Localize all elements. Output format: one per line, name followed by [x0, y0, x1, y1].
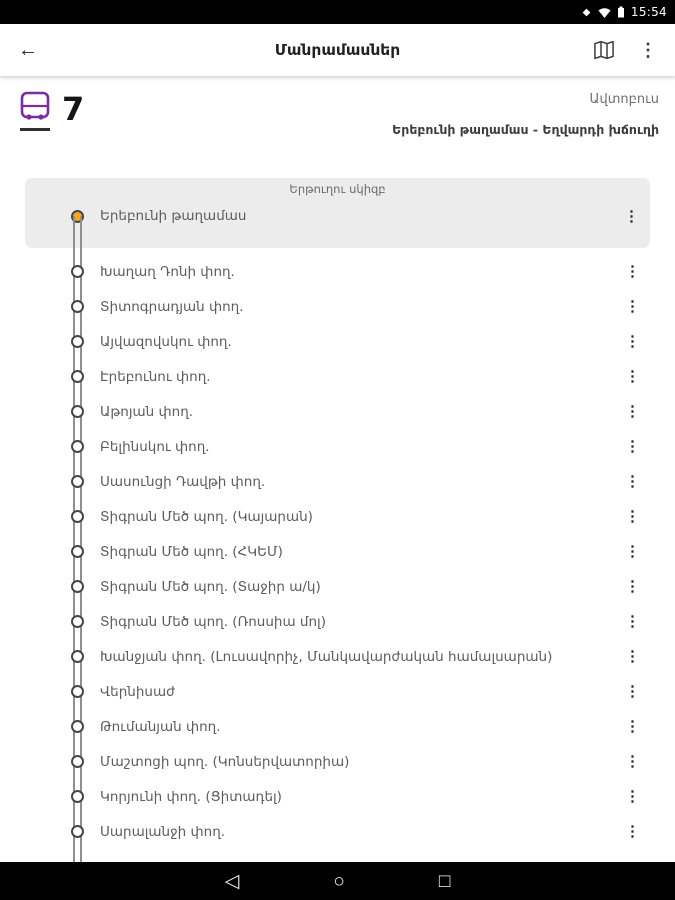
stop-label: Բելինսկու փող. — [100, 438, 210, 455]
app-bar — [0, 24, 675, 76]
stop-label: Տիտոգրադյան փող. — [100, 298, 244, 315]
stop-label: Սարալանջի փող. — [100, 823, 226, 840]
stop-kebab-icon[interactable]: ⋮ — [625, 613, 640, 630]
stop-kebab-icon[interactable]: ⋮ — [625, 718, 640, 735]
stop-marker-icon — [71, 685, 84, 698]
stop-marker-icon — [71, 300, 84, 313]
nav-home-button[interactable]: ○ — [333, 870, 345, 892]
stop-marker-icon — [71, 755, 84, 768]
bus-icon — [16, 90, 54, 140]
stop-marker-icon — [71, 265, 84, 278]
route-type-label: Ավտոբուս — [589, 92, 659, 107]
stop-marker-icon — [71, 475, 84, 488]
page-title: Մանրամասներ — [274, 41, 401, 59]
clock: 15:54 — [630, 5, 667, 19]
android-nav-bar — [0, 862, 675, 900]
stop-label: Էրեբունու փող. — [100, 368, 211, 385]
route-badge — [16, 90, 84, 140]
stops-list — [0, 254, 675, 849]
route-number: 7 — [62, 90, 85, 128]
stop-label: Տիգրան Մեծ պող. (ՀԿԵՄ) — [100, 543, 283, 560]
stop-marker-icon — [71, 440, 84, 453]
stop-kebab-icon[interactable]: ⋮ — [625, 508, 640, 525]
route-info — [392, 90, 659, 137]
stop-label: Սասունցի Դավթի փող. — [100, 473, 266, 490]
stop-label: Երեբունի թաղամաս — [100, 208, 247, 224]
back-button[interactable]: ← — [18, 39, 38, 61]
stop-kebab-icon[interactable]: ⋮ — [625, 823, 640, 840]
stop-kebab-icon[interactable]: ⋮ — [625, 683, 640, 700]
stop-row[interactable] — [0, 394, 675, 429]
stop-kebab-icon[interactable]: ⋮ — [625, 473, 640, 490]
stop-kebab-icon[interactable]: ⋮ — [625, 403, 640, 420]
stop-row[interactable] — [0, 499, 675, 534]
stop-label: Մաշտոցի պող. (Կոնսերվատորիա) — [100, 753, 350, 770]
route-name: Երեբունի թաղամաս - Եղվարդի խճուղի — [392, 122, 659, 137]
stop-kebab-icon[interactable]: ⋮ — [625, 543, 640, 560]
stop-label: Այվազովսկու փող. — [100, 333, 232, 350]
wifi-icon — [598, 7, 611, 18]
stop-marker-icon — [71, 545, 84, 558]
stop-row[interactable] — [0, 569, 675, 604]
stop-row[interactable] — [0, 674, 675, 709]
stop-marker-icon — [71, 370, 84, 383]
stop-kebab-icon[interactable]: ⋮ — [625, 368, 640, 385]
stop-kebab-icon[interactable]: ⋮ — [625, 788, 640, 805]
stop-kebab-icon[interactable]: ⋮ — [625, 333, 640, 350]
route-start-label: Երթուղու սկիզբ — [289, 182, 386, 196]
stop-marker-icon — [71, 720, 84, 733]
stop-label: Խաղաղ Դոնի փող. — [100, 263, 235, 280]
stop-label: Խանջյան փող. (Լուսավորիչ, Մանկավարժական համալսարան) — [100, 648, 553, 665]
stop-row[interactable] — [0, 814, 675, 849]
stop-row[interactable] — [0, 534, 675, 569]
stop-kebab-icon[interactable]: ⋮ — [625, 438, 640, 455]
stop-marker-icon — [71, 580, 84, 593]
stop-row[interactable] — [0, 709, 675, 744]
stop-marker-icon — [71, 335, 84, 348]
stop-row[interactable] — [0, 359, 675, 394]
stop-label: Տիգրան Մեծ պող. (Տաջիր ա/կ) — [100, 578, 321, 595]
stop-marker-icon — [71, 405, 84, 418]
status-bar — [0, 0, 675, 24]
stop-row[interactable] — [0, 604, 675, 639]
stop-label: Թումանյան փող. — [100, 718, 221, 735]
stop-marker-icon — [71, 790, 84, 803]
map-button[interactable] — [593, 40, 615, 60]
stop-row[interactable] — [0, 639, 675, 674]
stop-row[interactable] — [0, 289, 675, 324]
route-header — [0, 76, 675, 170]
stop-kebab-icon[interactable]: ⋮ — [625, 298, 640, 315]
overflow-menu-button[interactable]: ⋮ — [639, 40, 657, 60]
app-bar-actions — [593, 40, 657, 60]
nav-recents-button[interactable]: □ — [438, 870, 451, 892]
battery-icon — [617, 6, 625, 18]
stop-label: Տիգրան Մեծ պող. (Ռոսսիա մոլ) — [100, 613, 326, 630]
stop-kebab-icon[interactable]: ⋮ — [624, 207, 639, 225]
rotation-icon — [581, 7, 592, 18]
stop-label: Վերնիսաժ — [100, 683, 175, 700]
stop-marker-icon — [71, 615, 84, 628]
stop-row-start[interactable] — [25, 197, 650, 235]
stop-kebab-icon[interactable]: ⋮ — [625, 648, 640, 665]
nav-back-button[interactable]: ◁ — [224, 870, 240, 892]
stop-marker-icon — [71, 510, 84, 523]
stop-label: Տիգրան Մեծ պող. (Կայարան) — [100, 508, 313, 525]
stop-kebab-icon[interactable]: ⋮ — [625, 263, 640, 280]
stop-row[interactable] — [0, 254, 675, 289]
stop-row[interactable] — [0, 779, 675, 814]
stop-label: Աթոյան փող. — [100, 403, 194, 420]
stop-kebab-icon[interactable]: ⋮ — [625, 753, 640, 770]
stop-label: Կորյունի փող. (Ցիտադել) — [100, 788, 282, 805]
stop-row[interactable] — [0, 464, 675, 499]
stop-row[interactable] — [0, 324, 675, 359]
stop-marker-icon — [71, 650, 84, 663]
route-start-card[interactable] — [25, 178, 650, 248]
stop-marker-icon — [71, 825, 84, 838]
stop-kebab-icon[interactable]: ⋮ — [625, 578, 640, 595]
stop-row[interactable] — [0, 429, 675, 464]
stop-row[interactable] — [0, 744, 675, 779]
stops-section — [0, 170, 675, 862]
